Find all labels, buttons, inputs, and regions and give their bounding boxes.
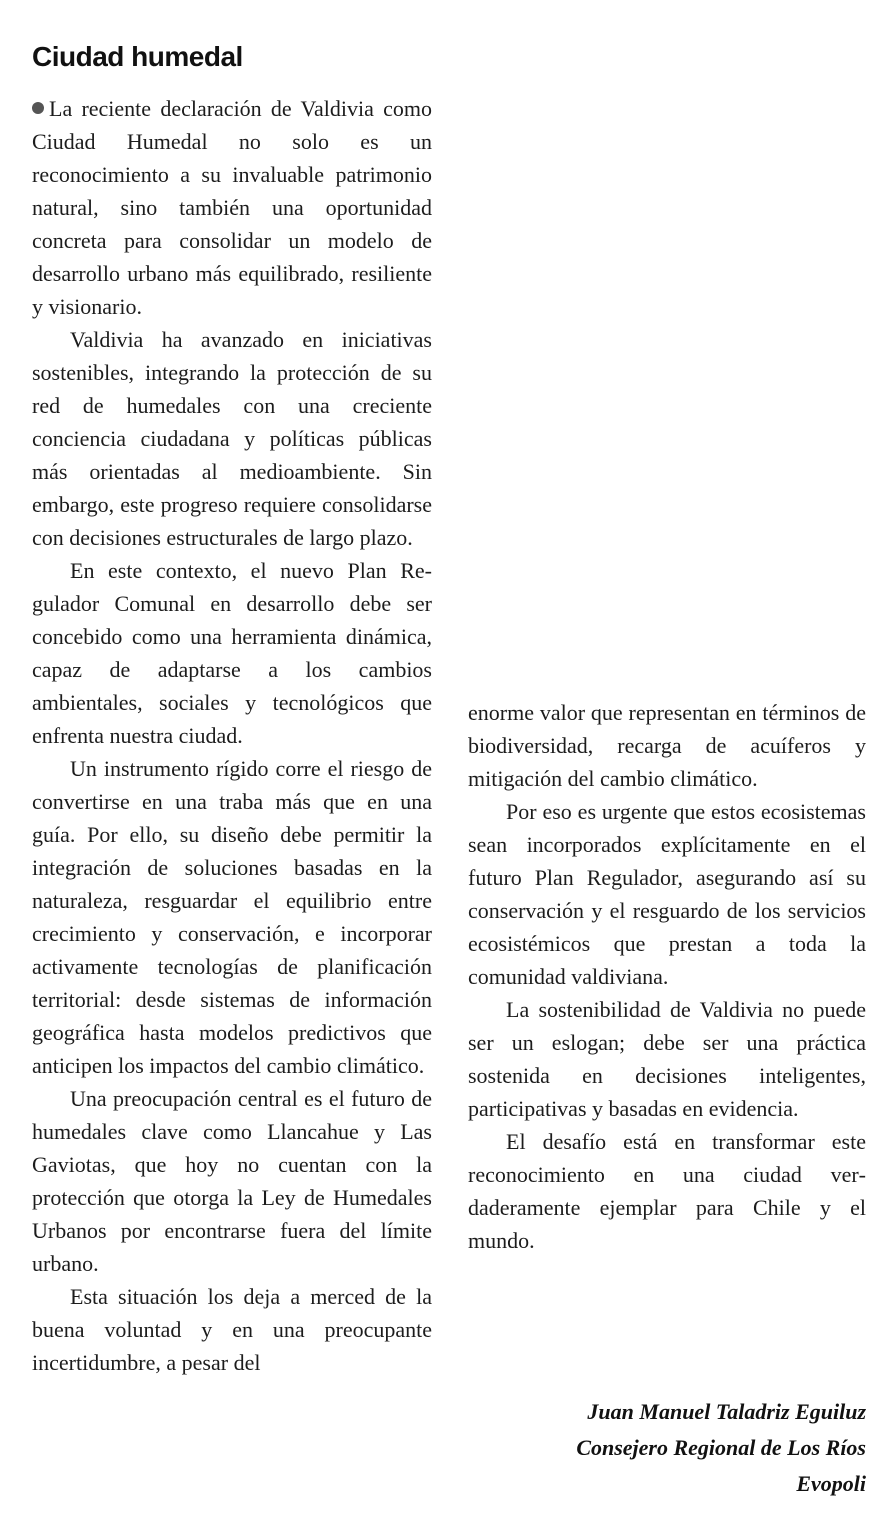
paragraph-9: El desafío está en transformar este reconocimiento en una ciudad verdaderamente ejemplar para Chile y el mundo. bbox=[468, 1129, 866, 1253]
paragraph-6: Esta situación los deja a merced de la buena voluntad y en una preocupante incertidumbre, a pesar del bbox=[32, 1284, 432, 1375]
article-body-left-column bbox=[32, 92, 432, 1379]
paragraph-6-continued: enorme valor que representan en términos de biodiversidad, recarga de acuíferos y mitigación del cambio climático. bbox=[468, 700, 866, 791]
author-signature bbox=[576, 1394, 866, 1502]
author-party: Evopoli bbox=[796, 1471, 866, 1496]
author-role: Consejero Regional de Los Ríos bbox=[576, 1435, 866, 1460]
paragraph-8: La sostenibilidad de Valdivia no puede ser un eslogan; debe ser una práctica sostenida en decisiones inteligentes, participativas y basadas en evidencia. bbox=[468, 997, 866, 1121]
author-name: Juan Manuel Taladriz Eguiluz bbox=[587, 1399, 866, 1424]
paragraph-3: En este contexto, el nuevo Plan Regulador Comunal en desarrollo debe ser concebido como una herramienta dinámica, capaz de adaptarse a los cambios ambientales, sociales y tecnológicos que enfrenta nuestra ciudad. bbox=[32, 558, 432, 748]
paragraph-7: Por eso es urgente que estos ecosistemas sean incorporados explícitamente en el futuro Plan Regulador, asegurando así su conservación y el resguardo de los servicios ecosistémicos que prestan a toda la comunidad valdiviana. bbox=[468, 799, 866, 989]
paragraph-5: Una preocupación central es el futuro de humedales clave como Llancahue y Las Gaviotas, que hoy no cuentan con la protección que otorga la Ley de Humedales Urbanos por encontrarse fuera del límite urbano. bbox=[32, 1086, 432, 1276]
article-title: Ciudad humedal bbox=[32, 40, 243, 72]
article-body-right-column bbox=[468, 696, 866, 1257]
bullet-icon bbox=[32, 102, 44, 114]
paragraph-4: Un instrumento rígido corre el riesgo de convertirse en una traba más que en una guía. Por ello, su diseño debe permitir la integración de soluciones basadas en la naturaleza, resguardar el equilibrio entre crecimiento y conservación, e incorporar activamente tecnologías de planificación territorial: desde sistemas de información geográfica hasta modelos predictivos que anticipen los impactos del cambio climático. bbox=[32, 756, 432, 1078]
paragraph-2: Valdivia ha avanzado en iniciativas sostenibles, integrando la protección de su red de humedales con una creciente conciencia ciudadana y políticas públicas más orientadas al medioambiente. Sin embargo, este progreso requiere consolidarse con decisiones estructurales de largo plazo. bbox=[32, 327, 432, 550]
paragraph-1-text: La reciente declaración de Valdivia como Ciudad Humedal no solo es un reconocimiento a su invaluable patrimonio natural, sino también una oportunidad concreta para consolidar un modelo de desarrollo urbano más equilibrado, resiliente y visionario. bbox=[32, 96, 432, 319]
paragraph-1 bbox=[32, 92, 432, 323]
